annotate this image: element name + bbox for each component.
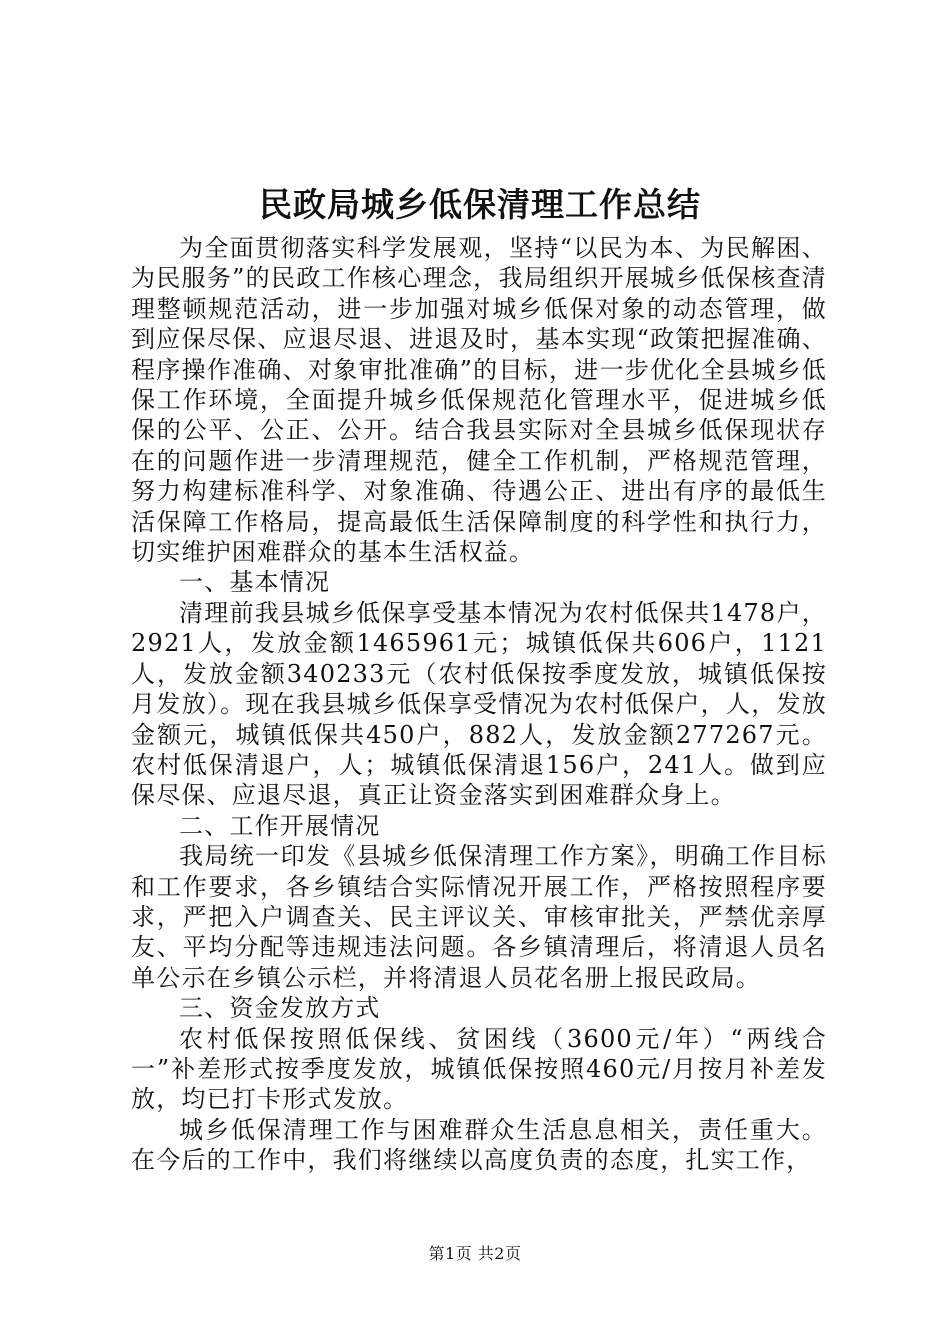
page-footer: 第1页 共2页 <box>428 1244 522 1263</box>
paragraph-conclusion: 城乡低保清理工作与困难群众生活息息相关，责任重大。在今后的工作中，我们将继续以高度负责的态度，扎实工作， <box>131 1115 827 1175</box>
paragraph-payment-method: 农村低保按照低保线、贫困线（3600元/年）“两线合一”补差形式按季度发放，城镇低保按照460元/月按月补差发放，均已打卡形式发放。 <box>131 1024 827 1114</box>
paragraph-intro: 为全面贯彻落实科学发展观，坚持“以民为本、为民解困、为民服务”的民政工作核心理念，我局组织开展城乡低保核查清理整顿规范活动，进一步加强对城乡低保对象的动态管理，做到应保尽保、应退尽退、进退及时，基本实现“政策把握准确、程序操作准确、对象审批准确”的目标，进一步优化全县城乡低保工作环境，全面提升城乡低保规范化管理水平，促进城乡低保的公平、公正、公开。结合我县实际对全县城乡低保现状存在的问题作进一步清理规范，健全工作机制，严格规范管理，努力构建标准科学、对象准确、待遇公正、进出有序的最低生活保障工作格局，提高最低生活保障制度的科学性和执行力，切实维护困难群众的基本生活权益。 <box>131 234 827 567</box>
document-title: 民政局城乡低保清理工作总结 <box>259 185 701 224</box>
document-body <box>131 233 827 1176</box>
section-heading-payment-method: 三、资金发放方式 <box>179 994 381 1023</box>
section-heading-basic-situation: 一、基本情况 <box>179 568 331 597</box>
section-heading-work-progress: 二、工作开展情况 <box>179 811 381 840</box>
paragraph-basic-situation: 清理前我县城乡低保享受基本情况为农村低保共1478户，2921人，发放金额1465961元；城镇低保共606户，1121人，发放金额340233元（农村低保按季度发放，城镇低保按月发放）。现在我县城乡低保享受情况为农村低保户，人，发放金额元，城镇低保共450户，882人，发放金额277267元。农村低保清退户，人；城镇低保清退156户，241人。做到应保尽保、应退尽退，真正让资金落实到困难群众身上。 <box>131 598 827 810</box>
paragraph-work-progress: 我局统一印发《县城乡低保清理工作方案》，明确工作目标和工作要求，各乡镇结合实际情况开展工作，严格按照程序要求，严把入户调查关、民主评议关、审核审批关，严禁优亲厚友、平均分配等违规违法问题。各乡镇清理后，将清退人员名单公示在乡镇公示栏，并将清退人员花名册上报民政局。 <box>131 842 827 992</box>
